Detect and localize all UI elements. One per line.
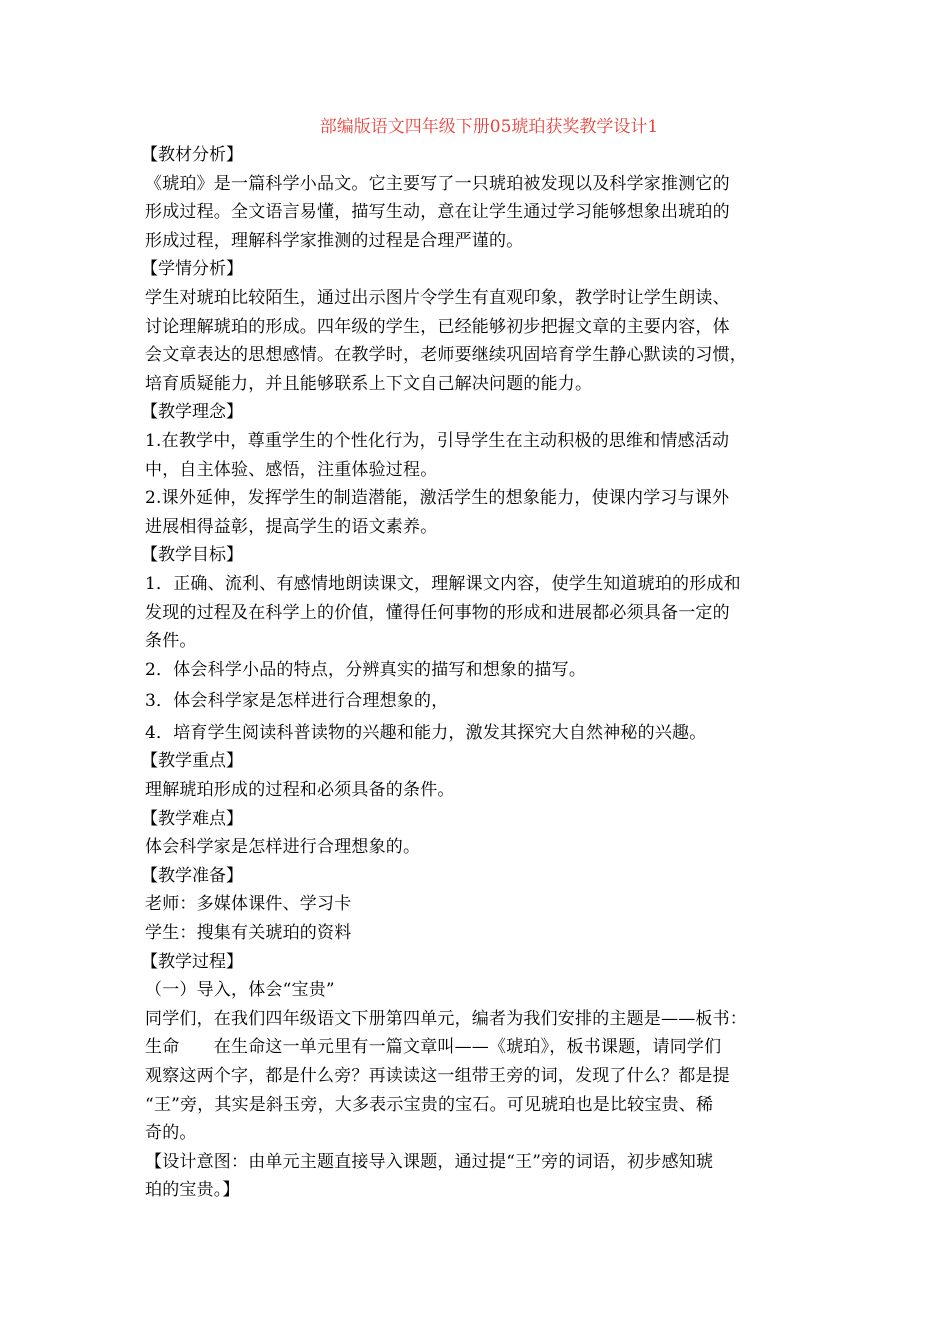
paragraph-line: 中，自主体验、感悟，注重体验过程。 xyxy=(145,459,438,480)
paragraph-line: 条件。 xyxy=(145,631,197,652)
paragraph-line: 4．培育学生阅读科普读物的兴趣和能力，激发其探究大自然神秘的兴趣。 xyxy=(145,722,707,743)
section-heading: 【教材分析】 xyxy=(141,145,243,165)
paragraph-line: 2．体会科学小品的特点，分辨真实的描写和想象的描写。 xyxy=(145,659,587,680)
paragraph-line: 同学们，在我们四年级语文下册第四单元，编者为我们安排的主题是——板书： xyxy=(145,1008,747,1029)
section-teaching-process xyxy=(141,948,815,1205)
paragraph-line: 观察这两个字，都是什么旁？再读读这一组带王旁的词，发现了什么？都是提 xyxy=(145,1066,730,1086)
paragraph-line: 【设计意图：由单元主题直接导入课题，通过提“王”旁的词语，初步感知琥 xyxy=(145,1151,714,1172)
paragraph-line: 培育质疑能力，并且能够联系上下文自己解决问题的能力。 xyxy=(145,373,593,394)
paragraph-line: 《琥珀》是一篇科学小品文。它主要写了一只琥珀被发现以及科学家推测它的 xyxy=(145,173,730,194)
section-student-analysis xyxy=(141,255,815,398)
paragraph-line: 体会科学家是怎样进行合理想象的。 xyxy=(145,837,421,858)
paragraph-line: 形成过程。全文语言易懂，描写生动，意在让学生通过学习能够想象出琥珀的 xyxy=(145,202,730,223)
section-preparation xyxy=(141,862,815,948)
paragraph-line: “王”旁，其实是斜玉旁，大多表示宝贵的宝石。可见琥珀也是比较宝贵、稀 xyxy=(145,1094,714,1115)
section-key-points xyxy=(141,747,815,804)
section-heading: 【教学过程】 xyxy=(141,951,243,972)
paragraph-line: 理解琥珀形成的过程和必须具备的条件。 xyxy=(145,780,455,801)
paragraph-line: 1．正确、流利、有感情地朗读课文，理解课文内容，使学生知道琥珀的形成和 xyxy=(145,573,741,594)
section-textbook-analysis xyxy=(141,141,815,255)
paragraph-line: 奇的。 xyxy=(145,1123,197,1144)
section-teaching-philosophy xyxy=(141,398,815,541)
section-heading: 【学情分析】 xyxy=(141,259,243,280)
paragraph-line: 形成过程，理解科学家推测的过程是合理严谨的。 xyxy=(145,230,524,251)
paragraph-line: 发现的过程及在科学上的价值，懂得任何事物的形成和进展都必须具备一定的 xyxy=(145,602,730,623)
paragraph-line: 会文章表达的思想感情。在教学时，老师要继续巩固培育学生静心默读的习惯， xyxy=(145,345,747,366)
section-teaching-goals xyxy=(141,541,815,747)
paragraph-line: 老师：多媒体课件、学习卡 xyxy=(145,894,352,915)
document-page xyxy=(141,113,815,1205)
paragraph-line: 讨论理解琥珀的形成。四年级的学生，已经能够初步把握文章的主要内容，体 xyxy=(145,316,730,337)
paragraph-line: 珀的宝贵。】 xyxy=(145,1180,240,1201)
section-heading: 【教学理念】 xyxy=(141,402,243,423)
paragraph-line: 2.课外延伸，发挥学生的制造潜能，激活学生的想象能力，使课内学习与课外 xyxy=(145,488,730,509)
paragraph-line: 进展相得益彰，提高学生的语文素养。 xyxy=(145,516,438,537)
paragraph-line: （一）导入，体会“宝贵” xyxy=(145,980,335,1001)
paragraph-line: 1.在教学中，尊重学生的个性化行为，引导学生在主动积极的思维和情感活动 xyxy=(145,430,730,451)
paragraph-line: 生命 在生命这一单元里有一篇文章叫——《琥珀》，板书课题，请同学们 xyxy=(145,1037,722,1058)
paragraph-line: 3．体会科学家是怎样进行合理想象的， xyxy=(145,691,449,712)
section-heading: 【教学目标】 xyxy=(141,545,243,566)
section-heading: 【教学难点】 xyxy=(141,808,243,829)
section-heading: 【教学准备】 xyxy=(141,865,243,886)
section-heading: 【教学重点】 xyxy=(141,751,243,772)
paragraph-line: 学生对琥珀比较陌生，通过出示图片令学生有直观印象，教学时让学生朗读、 xyxy=(145,287,730,308)
paragraph-line: 学生：搜集有关琥珀的资料 xyxy=(145,923,352,944)
document-title: 部编版语文四年级下册05琥珀获奖教学设计1 xyxy=(319,117,659,137)
section-difficult-points xyxy=(141,805,815,862)
